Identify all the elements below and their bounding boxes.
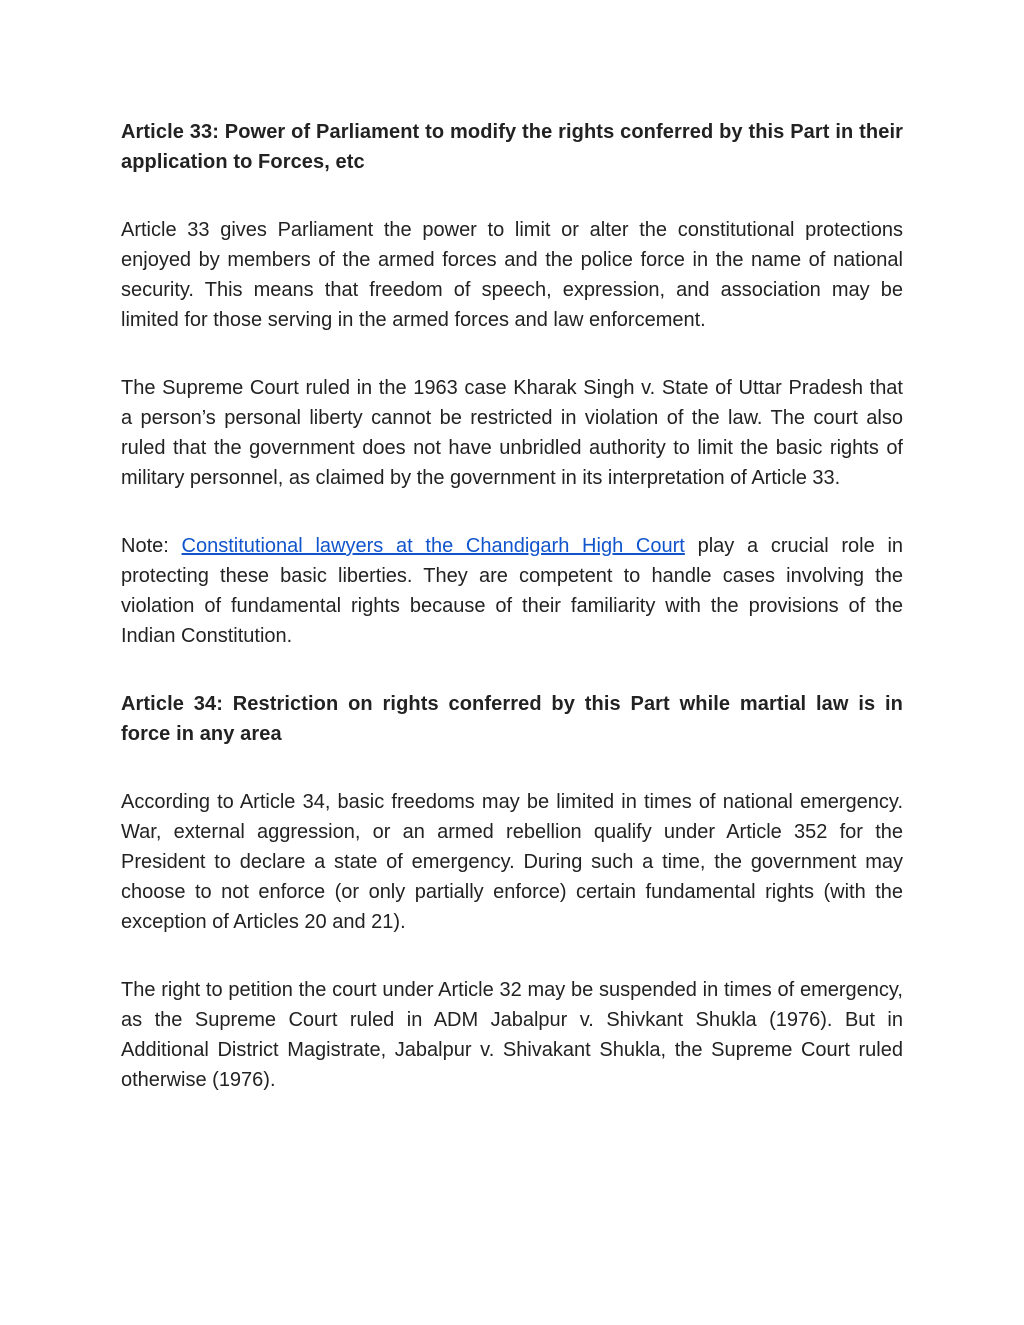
note-prefix: Note:	[121, 535, 182, 557]
article-33-heading: Article 33: Power of Parliament to modify the rights conferred by this Part in their application to Forces, etc	[121, 121, 903, 173]
article-34-heading: Article 34: Restriction on rights conferred by this Part while martial law is in force in any area	[121, 693, 903, 745]
article-33-paragraph-2: The Supreme Court ruled in the 1963 case Kharak Singh v. State of Uttar Pradesh that a person’s personal liberty cannot be restricted in violation of the law. The court also ruled that the government does not have unbridled authority to limit the basic rights of military personnel, as claimed by the government in its interpretation of Article 33.	[121, 377, 903, 489]
note-paragraph	[121, 531, 903, 651]
chandigarh-lawyers-link[interactable]: Constitutional lawyers at the Chandigarh High Court	[181, 535, 685, 557]
document-page	[121, 117, 903, 1133]
note-suffix: play a crucial role in protecting these basic liberties. They are competent to handle cases involving the violation of fundamental rights because of their familiarity with the provisions of the Indian Constitution.	[121, 535, 904, 647]
article-34-paragraph-2: The right to petition the court under Article 32 may be suspended in times of emergency, as the Supreme Court ruled in ADM Jabalpur v. Shivkant Shukla (1976). But in Additional District Magistrate, Jabalpur v. Shivakant Shukla, the Supreme Court ruled otherwise (1976).	[121, 979, 903, 1091]
article-33-paragraph-1: Article 33 gives Parliament the power to limit or alter the constitutional protections enjoyed by members of the armed forces and the police force in the name of national security. This means that freedom of speech, expression, and association may be limited for those serving in the armed forces and law enforcement.	[121, 219, 903, 331]
article-34-paragraph-1: According to Article 34, basic freedoms may be limited in times of national emergency. War, external aggression, or an armed rebellion qualify under Article 352 for the President to declare a state of emergency. During such a time, the government may choose to not enforce (or only partially enforce) certain fundamental rights (with the exception of Articles 20 and 21).	[121, 791, 903, 933]
